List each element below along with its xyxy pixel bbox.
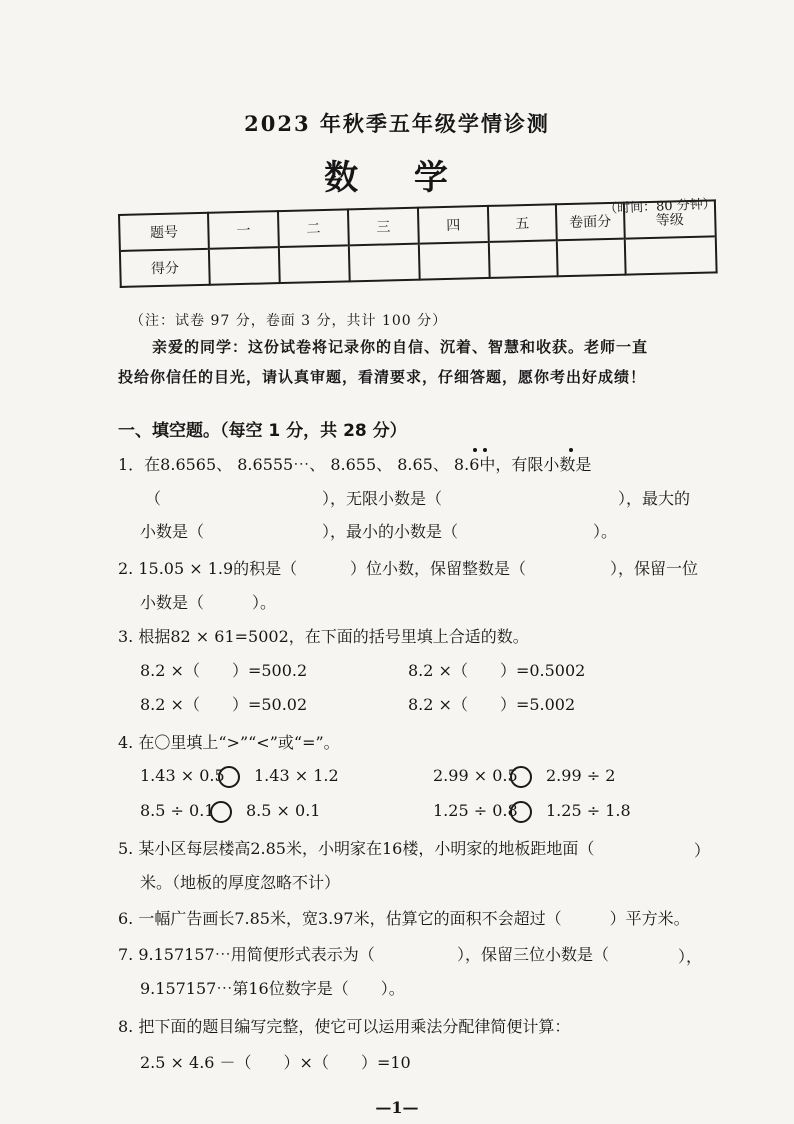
question-1-line-1: 1．在8.6565、 8.6555⋯、 8.655、 8.65、 8.6中，有限小数是 (118, 455, 592, 474)
score-cell: 五 (488, 204, 557, 242)
question-2-part-2[interactable]: ）位小数，保留整数是（ (350, 559, 527, 578)
question-7-part-1: 7. 9.157157⋯用简便形式表示为（ (118, 945, 375, 964)
compare-right: 1.43 × 1.2 (254, 766, 339, 785)
q1-bracket-open: （ (145, 489, 162, 508)
score-row-label: 得分 (120, 249, 210, 287)
score-cell: 卷面分 (556, 203, 625, 241)
q1-max-answer[interactable]: ），最小的小数是（ (322, 522, 459, 541)
question-2-part-1: 2. 15.05 × 1.9的积是（ (118, 559, 298, 578)
q1-min-answer[interactable]: ）。 (593, 522, 618, 541)
question-8-stem: 8. 把下面的题目编写完整，使它可以运用乘法分配律简便计算： (118, 1017, 571, 1036)
score-input-cell[interactable] (419, 242, 490, 280)
score-input-cell[interactable] (279, 245, 350, 283)
time-limit: （时间：80 分钟） (604, 197, 717, 217)
score-cell: 二 (278, 209, 349, 247)
compare-left: 8.5 ÷ 0.1 (140, 801, 215, 820)
compare-circle[interactable] (510, 766, 532, 788)
question-4-stem: 4. 在〇里填上“>”“<”或“=”。 (118, 733, 340, 752)
question-3-stem: 3. 根据82 × 61=5002，在下面的括号里填上合适的数。 (118, 627, 529, 646)
q3-item[interactable]: 8.2 ×（ ）=0.5002 (408, 661, 586, 680)
score-cell: 题号 (119, 213, 209, 251)
q3-item[interactable]: 8.2 ×（ ）=50.02 (140, 695, 308, 714)
question-7-line-2[interactable]: 9.157157⋯第16位数字是（ ）。 (140, 979, 405, 998)
q1-max-label: 小数是（ (140, 522, 205, 541)
score-cell: 三 (348, 208, 419, 246)
question-2-part-3[interactable]: ），保留一位 (610, 559, 699, 578)
compare-left: 1.43 × 0.5 (140, 766, 225, 785)
compare-left: 2.99 × 0.5 (433, 766, 518, 785)
score-input-cell[interactable] (209, 247, 280, 285)
question-5-line-2: 米。（地板的厚度忽略不计） (140, 873, 341, 892)
score-input-cell[interactable] (557, 239, 626, 277)
section-heading: 一、填空题。（每空 1 分，共 28 分） (118, 421, 407, 441)
score-note: （注：试卷 97 分，卷面 3 分，共计 100 分） (130, 313, 448, 329)
repeating-dot (473, 448, 477, 452)
score-table (118, 199, 718, 288)
score-cell: 四 (418, 206, 489, 244)
page-number: —1— (375, 1098, 419, 1117)
compare-right: 8.5 × 0.1 (246, 801, 321, 820)
repeating-dot (569, 448, 573, 452)
q3-item[interactable]: 8.2 ×（ ）=500.2 (140, 661, 308, 680)
score-cell: 一 (208, 211, 279, 249)
question-2-line-2[interactable]: 小数是（ ）。 (140, 593, 277, 612)
score-input-cell[interactable] (489, 240, 558, 278)
compare-right: 1.25 ÷ 1.8 (546, 801, 631, 820)
question-5-line-1: 5. 某小区每层楼高2.85米，小明家在16楼，小明家的地板距地面（ (118, 839, 595, 858)
exam-title: 2023 年秋季五年级学情诊测 (244, 111, 550, 136)
q5-answer-close[interactable]: ） (694, 841, 711, 860)
score-cell: 等级 (624, 200, 716, 238)
question-8-expression[interactable]: 2.5 × 4.6 －（ ）×（ ）=10 (140, 1053, 411, 1072)
q1-infinite-answer[interactable]: ），最大的 (618, 489, 691, 508)
q3-item[interactable]: 8.2 ×（ ）=5.002 (408, 695, 576, 714)
intro-line-2: 投给你信任的目光，请认真审题，看清要求，仔细答题，愿你考出好成绩！ (118, 368, 647, 386)
question-7-part-2[interactable]: ），保留三位小数是（ (457, 945, 610, 964)
compare-circle[interactable] (510, 801, 532, 823)
compare-right: 2.99 ÷ 2 (546, 766, 616, 785)
subject-title: 数 学 (324, 158, 470, 198)
score-input-cell[interactable] (349, 244, 420, 282)
repeating-dot (483, 448, 487, 452)
compare-left: 1.25 ÷ 0.8 (433, 801, 518, 820)
compare-circle[interactable] (218, 766, 240, 788)
q1-finite-answer[interactable]: ），无限小数是（ (322, 489, 443, 508)
intro-line-1: 亲爱的同学：这份试卷将记录你的自信、沉着、智慧和收获。老师一直 (152, 338, 649, 356)
question-7-part-3[interactable]: ）， (678, 947, 703, 966)
score-input-cell[interactable] (625, 236, 717, 274)
question-6[interactable]: 6. 一幅广告画长7.85米，宽3.97米，估算它的面积不会超过（ ）平方米。 (118, 909, 690, 928)
compare-circle[interactable] (210, 801, 232, 823)
